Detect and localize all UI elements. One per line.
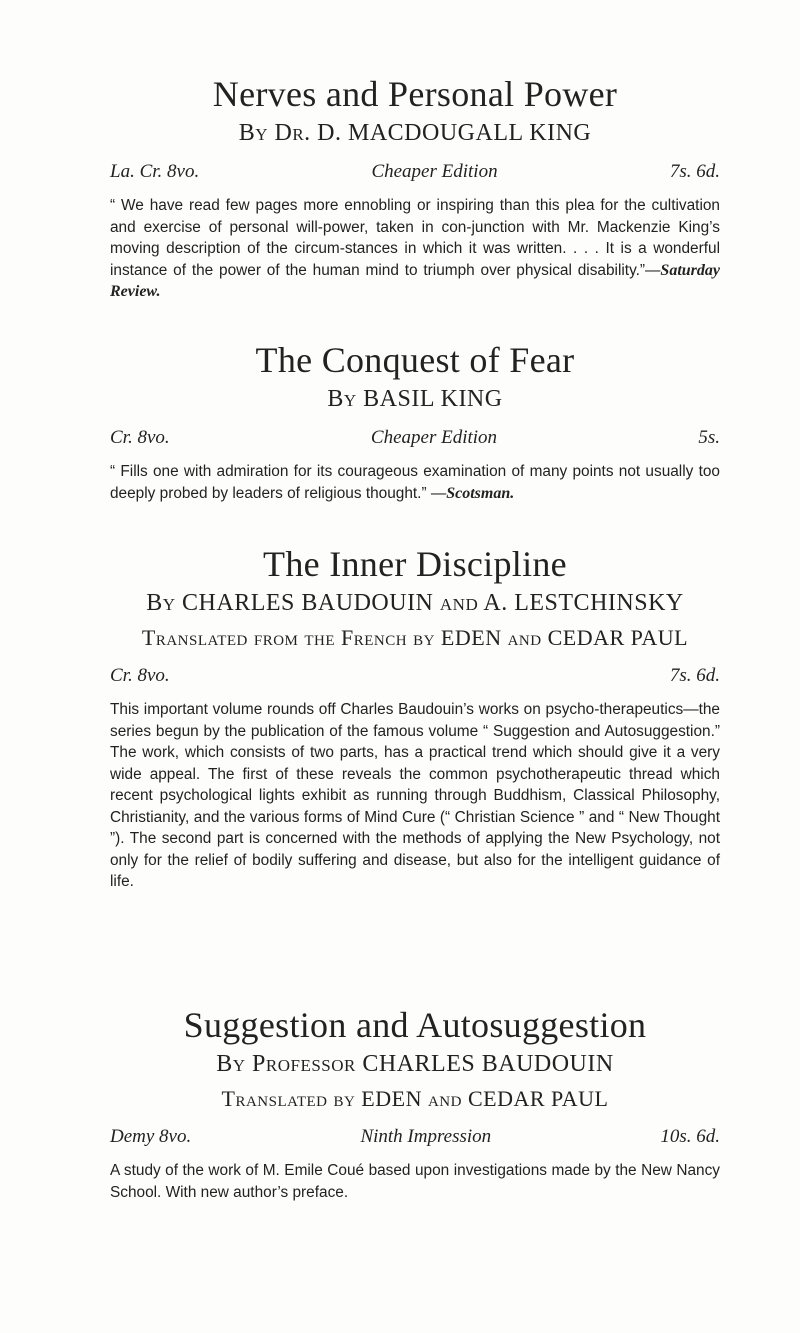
book-title: The Inner Discipline <box>263 544 567 584</box>
book-author: By Professor CHARLES BAUDOUIN <box>216 1051 614 1077</box>
book-details <box>110 161 720 183</box>
book-author: By BASIL KING <box>327 386 503 412</box>
book-price: 7s. 6d. <box>669 161 720 182</box>
book-entry-suggestion <box>110 1003 720 1203</box>
book-entry-inner-discipline <box>110 542 720 893</box>
review-source: Saturday Review. <box>110 261 720 300</box>
book-format: Cr. 8vo. <box>110 665 170 686</box>
book-edition: Cheaper Edition <box>370 427 498 448</box>
book-edition: Ninth Impression <box>360 1126 492 1147</box>
book-price: 5s. <box>698 427 720 448</box>
book-title: Suggestion and Autosuggestion <box>183 1005 647 1045</box>
book-edition: Cheaper Edition <box>371 161 498 182</box>
book-blurb: This important volume rounds off Charles Baudouin’s works on psycho-therapeutics—the series begun by the publication of the famous volume “ Suggestion and Autosuggestion.” The work, which consists of two parts, has a practical trend which should give it a very wide appeal. The first of these reveals the common psychotherapeutic thread which recent psychological lights exhibit as running through Buddhism, Classical Philosophy, Christianity, and the various forms of Mind Cure (“ Christian Science ” and “ New Thought ”). The second part is concerned with the methods of applying the New Psychology, not only for the relief of bodily suffering and disease, but also for the intelligent guidance of life. <box>110 701 720 890</box>
book-blurb <box>110 195 720 303</box>
blurb-text: “ Fills one with admiration for its courageous examination of many points not usually too deeply probed by leaders of religious thought.” — <box>110 463 720 502</box>
book-details <box>110 427 720 449</box>
book-blurb <box>110 461 720 504</box>
book-format: Cr. 8vo. <box>110 427 170 448</box>
book-translators: Translated from the French by EDEN and CEDAR PAUL <box>141 625 689 650</box>
book-price: 10s. 6d. <box>660 1126 720 1147</box>
book-format: Demy 8vo. <box>110 1126 192 1147</box>
blurb-text: “ We have read few pages more ennobling or inspiring than this plea for the cultivation and exercise of personal will-power, taken in con-junction with Mr. Mackenzie King’s moving description of the circum-stances in which it was written. . . . It is a wonderful instance of the power of the human mind to triumph over physical disability.”— <box>110 197 720 279</box>
book-title: Nerves and Personal Power <box>212 74 618 114</box>
book-entry-conquest <box>110 338 720 504</box>
book-blurb: A study of the work of M. Emile Coué based upon investigations made by the New Nancy School. With new author’s preface. <box>110 1162 720 1201</box>
book-details <box>110 665 720 687</box>
book-author: By Dr. D. MACDOUGALL KING <box>238 120 592 146</box>
book-translators: Translated by EDEN and CEDAR PAUL <box>221 1086 609 1111</box>
book-details <box>110 1126 720 1148</box>
book-author: By CHARLES BAUDOUIN and A. LESTCHINSKY <box>146 590 684 616</box>
book-format: La. Cr. 8vo. <box>110 161 200 182</box>
review-source: Scotsman. <box>446 484 515 502</box>
book-entry-nerves <box>110 72 720 303</box>
book-price: 7s. 6d. <box>669 665 720 686</box>
book-title: The Conquest of Fear <box>255 340 575 380</box>
